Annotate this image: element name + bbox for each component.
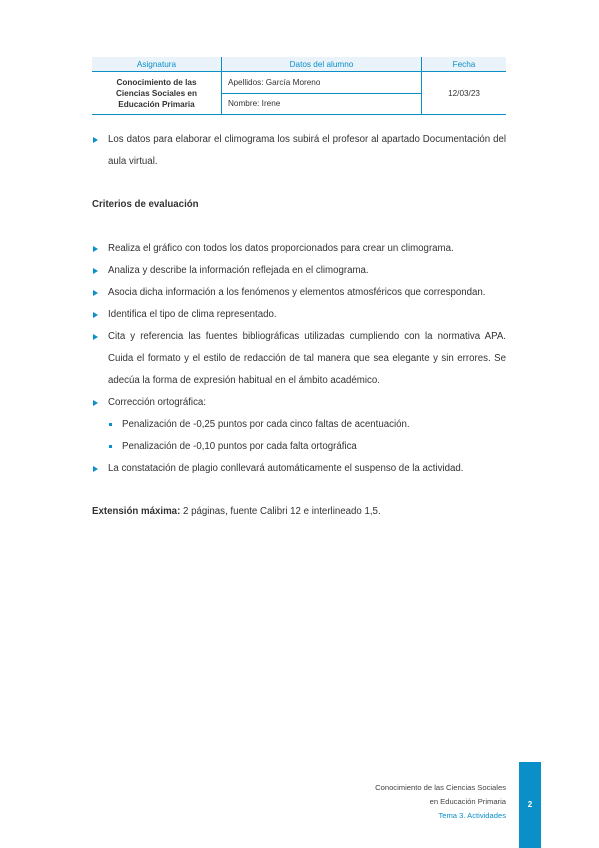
extension-label: Extensión máxima: — [92, 506, 181, 517]
col-student-header: Datos del alumno — [222, 57, 422, 72]
footer-course-line: Conocimiento de las Ciencias Sociales — [375, 783, 506, 792]
page-number-tab — [519, 762, 541, 848]
intro-bullet — [92, 129, 506, 173]
criteria-item — [92, 304, 506, 326]
col-date-header: Fecha — [422, 57, 507, 72]
sub-item — [92, 414, 506, 436]
triangle-bullet-icon — [93, 466, 98, 472]
col-subject-header: Asignatura — [92, 57, 222, 72]
square-bullet-icon — [109, 423, 112, 426]
criteria-text: Cita y referencia las fuentes bibliográficas utilizadas cumpliendo con la normativa APA. Cuida el formato y el estilo de redacción de tal manera que sea elegante y sin errores. Se adecúa la forma de expresión habitual en el ámbito académico. — [108, 331, 506, 386]
triangle-bullet-icon — [93, 290, 98, 296]
extension-note — [92, 501, 506, 523]
footer-course-line: en Educación Primaria — [429, 797, 506, 806]
criteria-text: Corrección ortográfica: — [108, 397, 206, 408]
triangle-bullet-icon — [93, 246, 98, 252]
intro-bullet-text: Los datos para elaborar el climograma los subirá el profesor al apartado Documentación del aula virtual. — [108, 134, 506, 167]
surname-cell: Apellidos: García Moreno — [222, 72, 422, 94]
plagiarism-item — [92, 458, 506, 480]
document-body — [92, 129, 506, 523]
square-bullet-icon — [109, 445, 112, 448]
plagiarism-text: La constatación de plagio conllevará automáticamente el suspenso de la actividad. — [108, 463, 464, 474]
criteria-item — [92, 260, 506, 282]
criteria-text: Realiza el gráfico con todos los datos proporcionados para crear un climograma. — [108, 243, 454, 254]
footer-topic: Tema 3. Actividades — [438, 811, 506, 820]
triangle-bullet-icon — [93, 137, 98, 143]
criteria-text: Analiza y describe la información reflejada en el climograma. — [108, 265, 369, 276]
sub-item-text: Penalización de -0,10 puntos por cada falta ortográfica — [122, 441, 357, 452]
date-cell: 12/03/23 — [422, 72, 507, 115]
triangle-bullet-icon — [93, 268, 98, 274]
name-cell: Nombre: Irene — [222, 93, 422, 115]
criteria-title: Criterios de evaluación — [92, 199, 199, 210]
subject-line: Educación Primaria — [118, 99, 195, 109]
criteria-text: Identifica el tipo de clima representado. — [108, 309, 277, 320]
triangle-bullet-icon — [93, 312, 98, 318]
criteria-item — [92, 238, 506, 260]
triangle-bullet-icon — [93, 334, 98, 340]
subject-line: Conocimiento de las — [116, 77, 197, 87]
triangle-bullet-icon — [93, 400, 98, 406]
subject-line: Ciencias Sociales en — [115, 88, 197, 98]
sub-item — [92, 436, 506, 458]
extension-text: 2 páginas, fuente Calibri 12 e interlineado 1,5. — [180, 506, 381, 517]
footer — [375, 781, 506, 823]
criteria-item — [92, 392, 506, 414]
criteria-item — [92, 326, 506, 392]
subject-cell — [92, 72, 222, 115]
sub-item-text: Penalización de -0,25 puntos por cada cinco faltas de acentuación. — [122, 419, 410, 430]
page-number: 2 — [527, 800, 533, 809]
header-table — [92, 57, 506, 115]
criteria-text: Asocia dicha información a los fenómenos y elementos atmosféricos que correspondan. — [108, 287, 486, 298]
criteria-item — [92, 282, 506, 304]
